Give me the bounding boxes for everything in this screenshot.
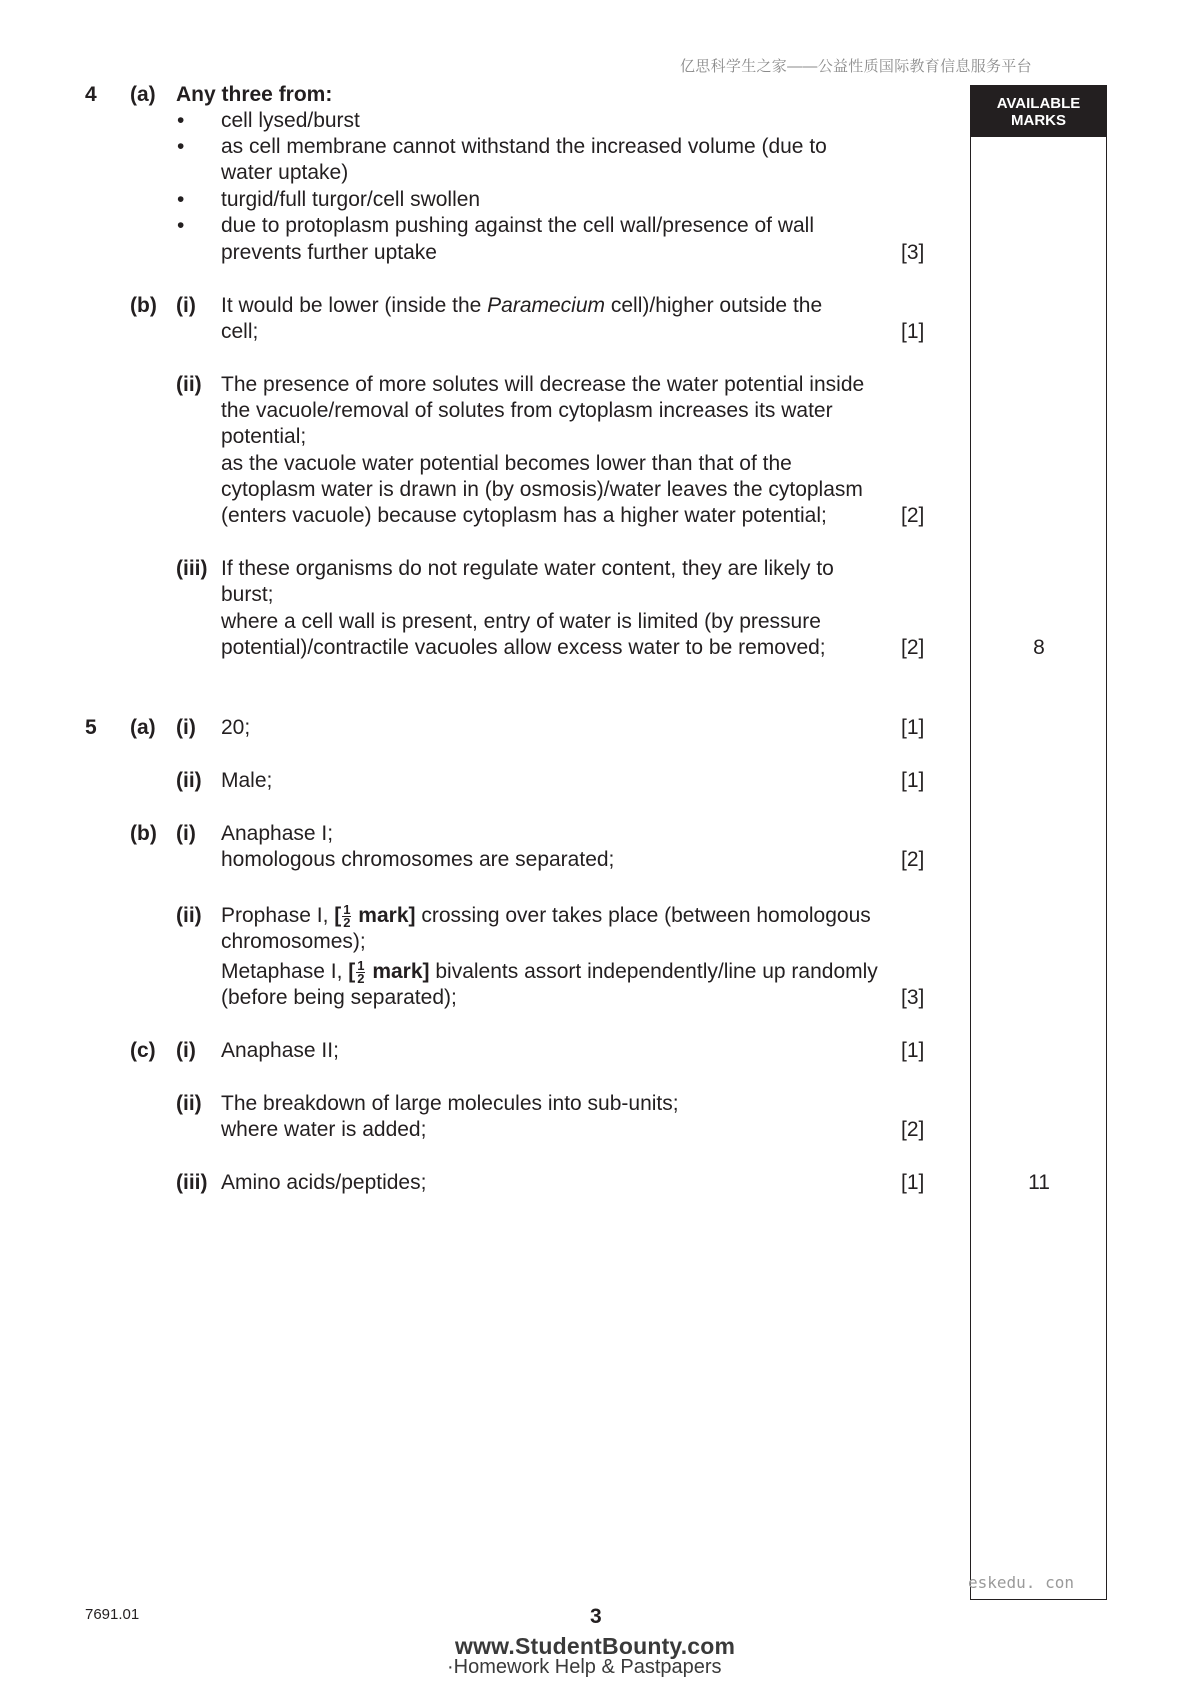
q4b-iii-line: If these organisms do not regulate water content, they are likely to [221, 557, 834, 580]
paper-code: 7691.01 [85, 1606, 140, 1623]
question-4-number: 4 [85, 83, 97, 106]
q4b-i-line-1 [221, 293, 822, 320]
q4a-line: turgid/full turgor/cell swollen [221, 188, 481, 211]
q5a-label: (a) [130, 716, 156, 739]
half-fraction [356, 957, 365, 986]
q4b-i-pre: It would be lower (inside the [221, 294, 488, 317]
q5a-ii-label: (ii) [176, 769, 202, 792]
mark-allocation: [1] [901, 1039, 925, 1062]
fraction-denominator: 2 [343, 914, 351, 930]
q4b-i-italic: Paramecium [487, 294, 606, 317]
q4a-label: (a) [130, 83, 156, 106]
q4b-i-label: (i) [176, 294, 196, 317]
q4a-line: prevents further uptake [221, 241, 437, 264]
q5b-ii-l3-pre: Metaphase I, [221, 960, 349, 983]
q4b-iii-label: (iii) [176, 557, 208, 580]
bullet: • [177, 109, 185, 132]
q5a-ii-text: Male; [221, 769, 273, 792]
half-mark-label: mark] [366, 960, 430, 983]
q5b-i-line-2: homologous chromosomes are separated; [221, 848, 615, 871]
mark-allocation: [1] [901, 769, 925, 792]
site-logo-line-1: www.StudentBounty.com [455, 1633, 736, 1659]
q4b-ii-line: potential; [221, 425, 307, 448]
q4a-line: as cell membrane cannot withstand the increased volume (due to [221, 135, 827, 158]
half-mark-bracket: [ [334, 904, 342, 927]
q4b-label: (b) [130, 294, 157, 317]
q5b-label: (b) [130, 822, 157, 845]
q5c-ii-line-1: The breakdown of large molecules into sub-units; [221, 1092, 679, 1115]
mark-allocation: [2] [901, 1118, 925, 1141]
mark-allocation: [1] [901, 320, 925, 343]
bullet: • [177, 135, 185, 158]
q5c-label: (c) [130, 1039, 156, 1062]
available-marks-column [970, 85, 1107, 1600]
q4b-i-line-2: cell; [221, 320, 259, 343]
fraction-numerator: 1 [343, 901, 351, 917]
q5b-ii-l1-post: crossing over takes place (between homologous [415, 904, 871, 927]
q4b-iii-line: potential)/contractile vacuoles allow excess water to be removed; [221, 636, 826, 659]
mark-allocation: [3] [901, 986, 925, 1009]
half-fraction [342, 901, 351, 930]
heading-line-1: AVAILABLE [996, 94, 1081, 112]
q5b-ii-line-2: chromosomes); [221, 930, 366, 953]
q4b-iii-line: where a cell wall is present, entry of water is limited (by pressure [221, 610, 821, 633]
q5b-ii-line-3 [221, 959, 878, 986]
header-watermark: 亿思科学生之家——公益性质国际教育信息服务平台 [680, 58, 1032, 75]
fraction-denominator: 2 [357, 970, 365, 986]
q4b-ii-label: (ii) [176, 373, 202, 396]
q5c-iii-label: (iii) [176, 1171, 208, 1194]
q5b-ii-line-1 [221, 903, 871, 930]
q4b-ii-line: as the vacuole water potential becomes lower than that of the [221, 452, 792, 475]
mark-allocation: [3] [901, 241, 925, 264]
mark-allocation: [2] [901, 636, 925, 659]
q4b-ii-line: the vacuole/removal of solutes from cytoplasm increases its water [221, 399, 833, 422]
fraction-numerator: 1 [357, 957, 365, 973]
bullet: • [177, 188, 185, 211]
question-5-number: 5 [85, 716, 97, 739]
q4b-iii-line: burst; [221, 583, 274, 606]
question-4-total: 8 [1033, 636, 1045, 659]
half-mark-label: mark] [352, 904, 416, 927]
bullet: • [177, 214, 185, 237]
q5b-ii-l3-post: bivalents assort independently/line up randomly [429, 960, 878, 983]
q5b-ii-line-4: (before being separated); [221, 986, 457, 1009]
q4a-lead: Any three from: [176, 83, 333, 106]
mark-allocation: [1] [901, 1171, 925, 1194]
q4b-i-post: cell)/higher outside the [605, 294, 823, 317]
page-number: 3 [590, 1605, 602, 1628]
q5a-i-label: (i) [176, 716, 196, 739]
available-marks-heading [971, 86, 1106, 137]
q4a-line: water uptake) [221, 161, 349, 184]
q4b-ii-line: (enters vacuole) because cytoplasm has a higher water potential; [221, 504, 827, 527]
heading-line-2: MARKS [1011, 111, 1066, 129]
mark-allocation: [2] [901, 848, 925, 871]
half-mark-bracket: [ [348, 960, 356, 983]
q4a-line: due to protoplasm pushing against the cell wall/presence of wall [221, 214, 815, 237]
q5c-iii-text: Amino acids/peptides; [221, 1171, 427, 1194]
q4b-ii-line: The presence of more solutes will decrease the water potential inside [221, 373, 865, 396]
q5a-i-text: 20; [221, 716, 251, 739]
q5b-i-line-1: Anaphase I; [221, 822, 334, 845]
mark-allocation: [1] [901, 716, 925, 739]
q4a-line: cell lysed/burst [221, 109, 360, 132]
q5b-i-label: (i) [176, 822, 196, 845]
q4b-ii-line: cytoplasm water is drawn in (by osmosis)/water leaves the cytoplasm [221, 478, 863, 501]
q5c-i-text: Anaphase II; [221, 1039, 339, 1062]
question-5-total: 11 [1028, 1171, 1050, 1194]
q5c-ii-line-2: where water is added; [221, 1118, 427, 1141]
footer-watermark: eskedu. con [968, 1573, 1074, 1592]
q5c-i-label: (i) [176, 1039, 196, 1062]
mark-allocation: [2] [901, 504, 925, 527]
q5c-ii-label: (ii) [176, 1092, 202, 1115]
q5b-ii-l1-pre: Prophase I, [221, 904, 335, 927]
site-logo-line-2: ·Homework Help & Pastpapers [447, 1656, 722, 1678]
q5b-ii-label: (ii) [176, 904, 202, 927]
